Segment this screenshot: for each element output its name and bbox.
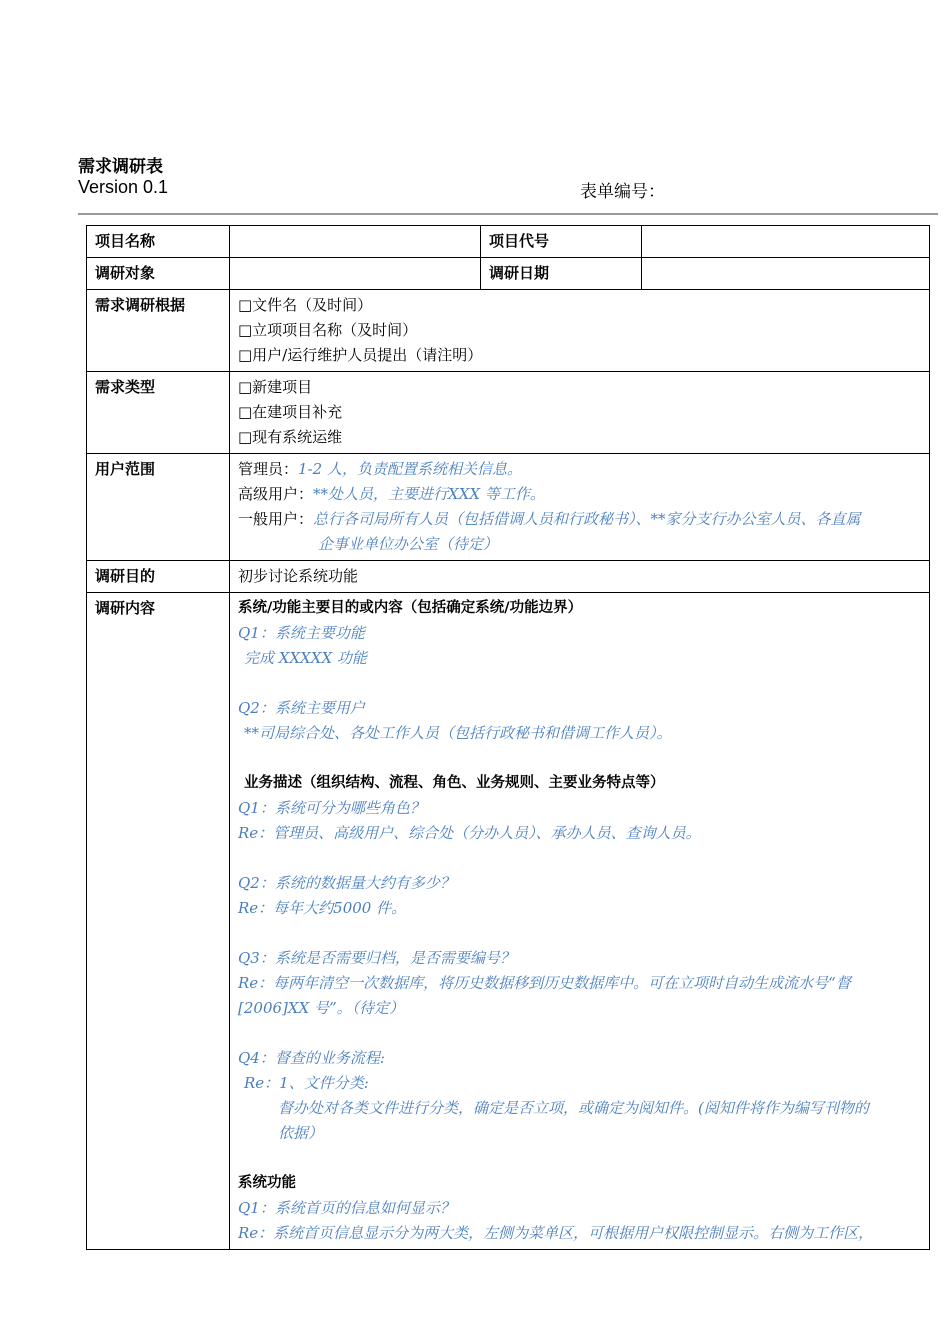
type-option-supplement[interactable]: □在建项目补充	[238, 403, 343, 421]
section2-title: 业务描述（组织结构、流程、角色、业务规则、主要业务特点等）	[244, 775, 665, 791]
s2-q1: Q1：系统可分为哪些角色？	[238, 799, 425, 817]
research-object-label: 调研对象	[87, 258, 230, 290]
scope-label: 用户范围	[87, 454, 230, 561]
scope-senior-text: **处人员，主要进行XXX 等工作。	[313, 485, 545, 503]
s3-q1-answer: Re：系统首页信息显示分为两大类，左侧为菜单区，可根据用户权限控制显示。右侧为工作区，	[238, 1224, 874, 1242]
scope-admin-text: 1-2 人，负责配置系统相关信息。	[298, 460, 522, 478]
s1-q1: Q1：系统主要功能	[238, 624, 365, 642]
s1-q2: Q2：系统主要用户	[238, 699, 365, 717]
row-content	[87, 593, 930, 1250]
s2-q2-answer: Re：每年大约5000 件。	[238, 899, 407, 917]
s2-q3-answer-1: Re：每两年清空一次数据库，将历史数据移到历史数据库中。可在立项时自动生成流水号“督	[238, 974, 851, 992]
section3-title: 系统功能	[238, 1175, 296, 1191]
content-label: 调研内容	[87, 593, 230, 1250]
research-date-field[interactable]	[642, 258, 930, 290]
research-date-label: 调研日期	[481, 258, 642, 290]
version-label: Version 0.1	[78, 177, 169, 197]
scope-content	[230, 454, 930, 561]
row-purpose	[87, 561, 930, 593]
basis-options	[230, 290, 930, 372]
scope-general-text-2: 企事业单位办公室（待定）	[318, 535, 499, 553]
row-project	[87, 226, 930, 258]
s2-q4-answer: Re：1、文件分类:	[244, 1074, 369, 1092]
s3-q1: Q1：系统首页的信息如何显示？	[238, 1199, 455, 1217]
project-code-field[interactable]	[642, 226, 930, 258]
scope-admin-prefix: 管理员：	[238, 460, 299, 478]
s2-q4: Q4：督查的业务流程:	[238, 1049, 385, 1067]
type-option-maintenance[interactable]: □现有系统运维	[238, 428, 343, 446]
s2-q3-answer-2: [2006]XX 号”。（待定）	[238, 999, 405, 1017]
content-body	[230, 593, 930, 1250]
project-code-label: 项目代号	[481, 226, 642, 258]
scope-general-text-1: 总行各司局所有人员（包括借调人员和行政秘书）、**家分支行办公室人员、各直属	[313, 510, 861, 528]
header-divider	[78, 213, 938, 215]
basis-option-user[interactable]: □用户/运行维护人员提出（请注明）	[238, 346, 483, 364]
type-label: 需求类型	[87, 372, 230, 454]
purpose-text: 初步讨论系统功能	[230, 561, 930, 593]
s1-q1-answer: 完成 XXXXX 功能	[244, 649, 367, 667]
row-research	[87, 258, 930, 290]
s2-q4-detail-1: 督办处对各类文件进行分类，确定是否立项，或确定为阅知件。(阅知件将作为编写刊物的	[278, 1099, 869, 1117]
basis-label: 需求调研根据	[87, 290, 230, 372]
type-option-new[interactable]: □新建项目	[238, 378, 313, 396]
row-type	[87, 372, 930, 454]
s2-q3: Q3：系统是否需要归档，是否需要编号？	[238, 949, 515, 967]
section1-title: 系统/功能主要目的或内容（包括确定系统/功能边界）	[238, 600, 583, 616]
basis-option-file[interactable]: □文件名（及时间）	[238, 296, 373, 314]
scope-general-prefix: 一般用户：	[238, 510, 314, 528]
type-options	[230, 372, 930, 454]
scope-senior-prefix: 高级用户：	[238, 485, 314, 503]
row-scope	[87, 454, 930, 561]
row-basis	[87, 290, 930, 372]
project-name-field[interactable]	[230, 226, 481, 258]
survey-form-table	[86, 225, 930, 1250]
s2-q2: Q2：系统的数据量大约有多少？	[238, 874, 455, 892]
s2-q4-detail-2: 依据）	[278, 1124, 324, 1142]
document-title: 需求调研表	[78, 157, 163, 177]
research-object-field[interactable]	[230, 258, 481, 290]
form-number-label: 表单编号：	[580, 182, 665, 202]
s2-q1-answer: Re：管理员、高级用户、综合处（分办人员）、承办人员、查询人员。	[238, 824, 701, 842]
purpose-label: 调研目的	[87, 561, 230, 593]
project-name-label: 项目名称	[87, 226, 230, 258]
s1-q2-answer: **司局综合处、各处工作人员（包括行政秘书和借调工作人员）。	[244, 724, 672, 742]
basis-option-project[interactable]: □立项项目名称（及时间）	[238, 321, 418, 339]
